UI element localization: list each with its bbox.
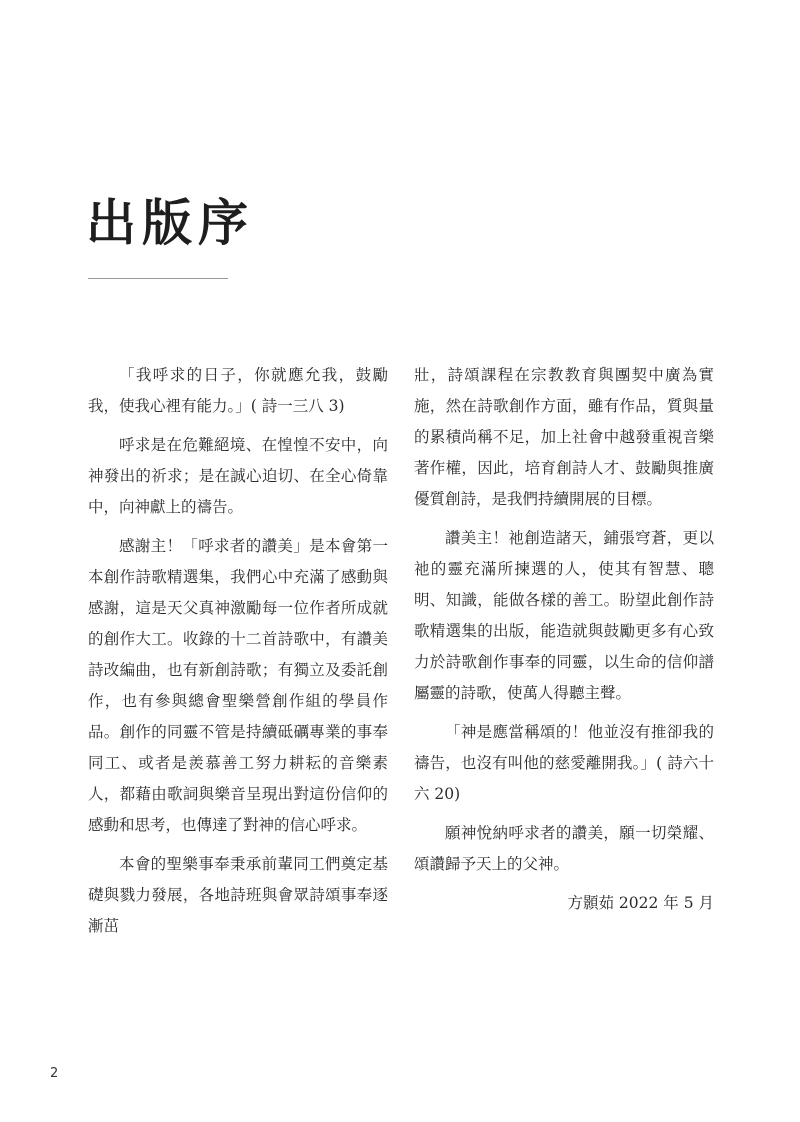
- page-title: 出版序: [86, 193, 254, 252]
- paragraph: 「神是應當稱頌的！他並沒有推卻我的禱告，也沒有叫他的慈愛離開我。」( 詩六十六 20): [414, 723, 714, 803]
- paragraph: 讚美主！祂創造諸天，鋪張穹蒼，更以祂的靈充滿所揀選的人，使其有智慧、聰明、知識，能做各樣的善工。盼望此創作詩歌精選集的出版，能造就與鼓勵更多有心致力於詩歌創作事奉的同靈，以生命的信仰譜屬靈的詩歌，使萬人得聽主聲。: [414, 529, 714, 702]
- paragraph: 感謝主！「呼求者的讚美」是本會第一本創作詩歌精選集，我們心中充滿了感動與感謝，這是天父真神激勵每一位作者所成就的創作大工。收錄的十二首詩歌中，有讚美詩改編曲，也有新創詩歌；有獨立及委託創作，也有參與總會聖樂營創作組的學員作品。創作的同靈不管是持續砥礪專業的事奉同工、或者是羨慕善工努力耕耘的音樂素人，都藉由歌詞與樂音呈現出對這份信仰的感動和思考，也傳達了對神的信心呼求。: [88, 537, 388, 834]
- right-column: [414, 360, 714, 927]
- signature: 方顥茹 2022 年 5 月: [567, 894, 714, 912]
- paragraph: 願神悅納呼求者的讚美，願一切榮耀、頌讚歸予天上的父神。: [414, 824, 714, 873]
- page-number: 2: [50, 1066, 59, 1081]
- left-column: [88, 360, 388, 950]
- paragraph: 呼求是在危難絕境、在惶惶不安中，向神發出的祈求；是在誠心迫切、在全心倚靠中，向神獻上的禱告。: [88, 436, 388, 516]
- paragraph: 壯，詩頌課程在宗教教育與團契中廣為實施，然在詩歌創作方面，雖有作品，質與量的累積尚稱不足，加上社會中越發重視音樂著作權，因此，培育創詩人才、鼓勵與推廣優質創詩，是我們持續開展的目標。: [414, 366, 714, 508]
- title-divider: [88, 278, 228, 279]
- paragraph: 本會的聖樂事奉秉承前輩同工們奠定基礎與戮力發展，各地詩班與會眾詩頌事奉逐漸茁: [88, 855, 388, 935]
- paragraph: 「我呼求的日子，你就應允我，鼓勵我，使我心裡有能力。」( 詩一三八 3): [88, 366, 388, 415]
